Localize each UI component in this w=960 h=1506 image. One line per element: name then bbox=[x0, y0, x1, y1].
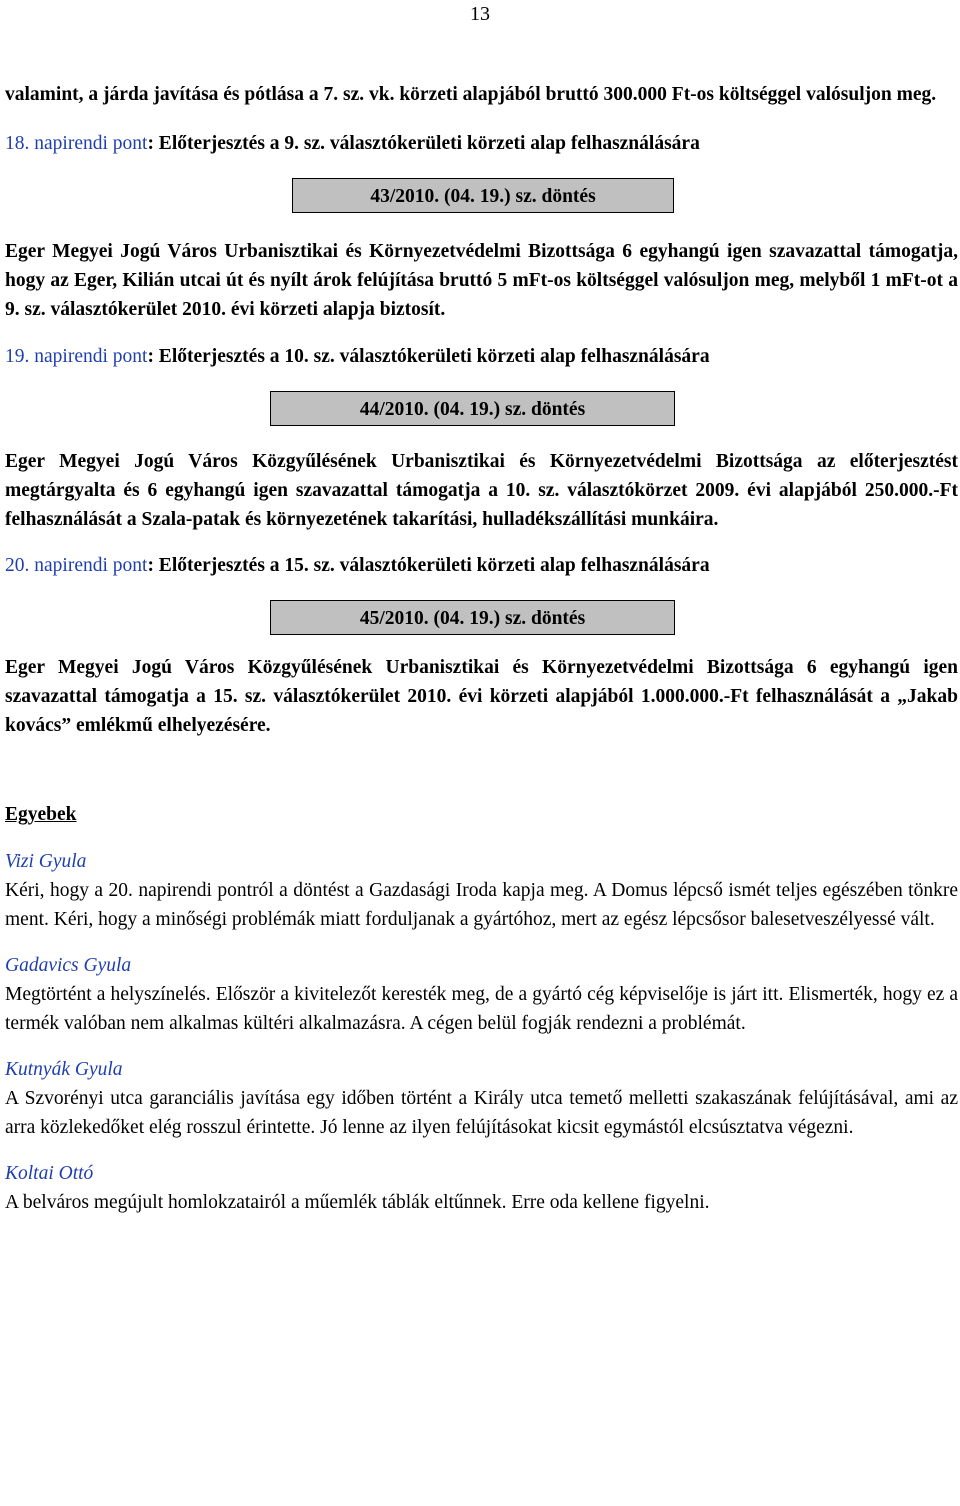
document-body bbox=[5, 80, 958, 1217]
intro-paragraph: valamint, a járda javítása és pótlása a 7. sz. vk. körzeti alapjából bruttó 300.000 Ft-os költséggel valósuljon meg. bbox=[5, 84, 937, 105]
agenda-link[interactable]: napirendi pont bbox=[34, 346, 148, 367]
agenda-number: 20. bbox=[5, 555, 30, 576]
page-number: 13 bbox=[470, 3, 490, 25]
speaker-name: Gadavics Gyula bbox=[5, 955, 132, 976]
decision-text: Eger Megyei Jogú Város Urbanisztikai és Környezetvédelmi Bizottsága 6 egyhangú igen szavazattal támogatja, hogy az Eger, Kilián utcai út és nyílt árok felújítása bruttó 5 mFt-os költséggel valósuljon meg, melyből 1 mFt-ot a 9. sz. választókerület 2010. évi körzeti alapja biztosít. bbox=[5, 241, 958, 320]
speaker-text: Kéri, hogy a 20. napirendi pontról a döntést a Gazdasági Iroda kapja meg. A Domus lépcső ismét teljes egészében tönkre ment. Kéri, hogy a minőségi problémák miatt forduljanak a gyártóhoz, mert az egész lépcsősor balesetveszélyessé vált. bbox=[5, 880, 958, 930]
agenda-item-19 bbox=[5, 342, 958, 371]
agenda-number: 18. bbox=[5, 133, 30, 154]
agenda-title: : Előterjesztés a 9. sz. választókerületi körzeti alap felhasználására bbox=[147, 133, 700, 154]
agenda-link[interactable]: napirendi pont bbox=[34, 555, 148, 576]
decision-text: Eger Megyei Jogú Város Közgyűlésének Urbanisztikai és Környezetvédelmi Bizottsága 6 egyhangú igen szavazattal támogatja a 15. sz. választókerület 2010. évi körzeti alapjából 1.000.000.-Ft felhasználását a „Jakab kovács” emlékmű elhelyezésére. bbox=[5, 657, 958, 736]
decision-box bbox=[270, 600, 675, 635]
speaker-text: Megtörtént a helyszínelés. Először a kivitelezőt keresték meg, de a gyártó cég képviselője is járt itt. Elismerték, hogy ez a termék valóban nem alkalmas kültéri alkalmazásra. A cégen belül fogják rendezni a problémát. bbox=[5, 984, 958, 1034]
agenda-item-20 bbox=[5, 551, 958, 580]
decision-number: 45/2010. (04. 19.) sz. döntés bbox=[359, 608, 586, 629]
agenda-number: 19. bbox=[5, 346, 30, 367]
speaker-name: Kutnyák Gyula bbox=[5, 1059, 123, 1080]
decision-number: 43/2010. (04. 19.) sz. döntés bbox=[370, 186, 596, 207]
agenda-link[interactable]: napirendi pont bbox=[34, 133, 148, 154]
speaker-text: A belváros megújult homlokzatairól a műemlék táblák eltűnnek. Erre oda kellene figyelni. bbox=[5, 1192, 710, 1213]
agenda-item-18 bbox=[5, 129, 958, 158]
decision-box bbox=[270, 391, 675, 426]
speaker-name: Vizi Gyula bbox=[5, 851, 87, 872]
decision-box bbox=[292, 178, 674, 213]
agenda-title: : Előterjesztés a 10. sz. választókerületi körzeti alap felhasználására bbox=[147, 346, 710, 367]
agenda-title: : Előterjesztés a 15. sz. választókerületi körzeti alap felhasználására bbox=[147, 555, 710, 576]
decision-text: Eger Megyei Jogú Város Közgyűlésének Urbanisztikai és Környezetvédelmi Bizottsága az előterjesztést megtárgyalta és 6 egyhangú igen szavazattal támogatja a 10. sz. választókörzet 2009. évi alapjából 250.000.-Ft felhasználását a Szala-patak és környezetének takarítási, hulladékszállítási munkáira. bbox=[5, 451, 958, 530]
speaker-text: A Szvorényi utca garanciális javítása egy időben történt a Király utca temető melletti szakaszának felújításával, ami az arra közlekedőket elég rosszul érintette. Jó lenne az ilyen felújításokat kicsit egymástól elcsúsztatva végezni. bbox=[5, 1088, 958, 1138]
decision-number: 44/2010. (04. 19.) sz. döntés bbox=[359, 399, 586, 420]
section-title: Egyebek bbox=[5, 804, 77, 825]
speaker-name: Koltai Ottó bbox=[5, 1163, 94, 1184]
